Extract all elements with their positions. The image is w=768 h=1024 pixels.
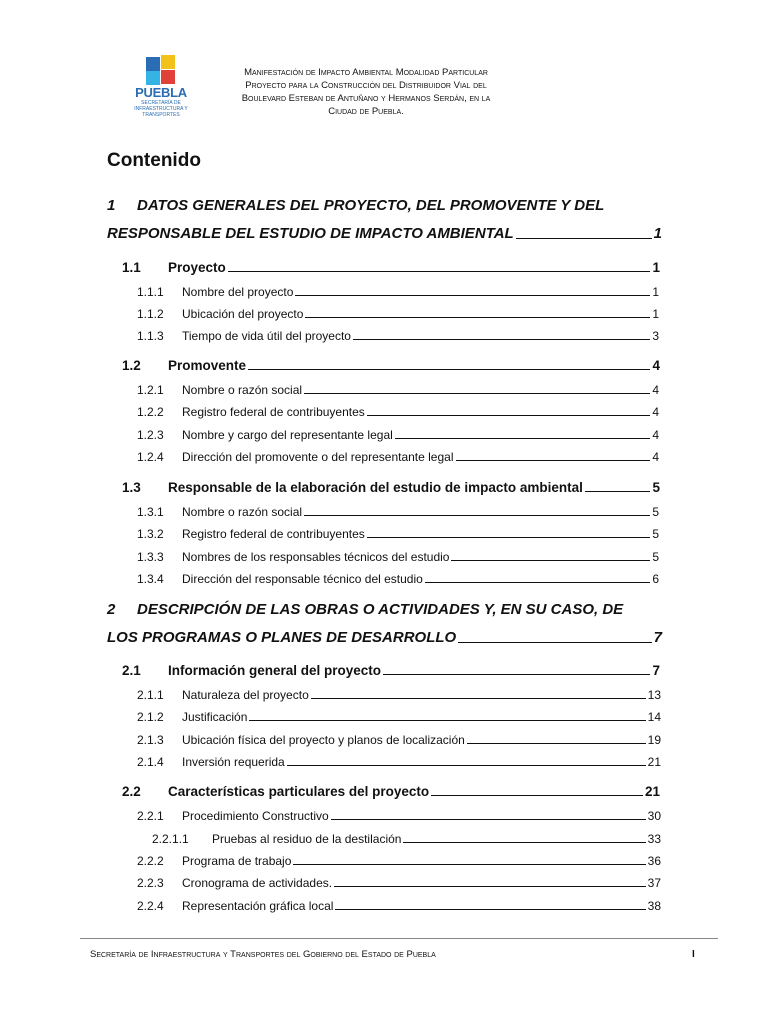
logo-subtitle: SECRETARÍA DE INFRAESTRUCTURA Y TRANSPORTES (134, 100, 188, 118)
toc-entry-2-2-1[interactable] (137, 809, 661, 823)
toc-label: Responsable de la elaboración del estudio de impacto ambiental (168, 480, 583, 495)
toc-label: Procedimiento Constructivo (182, 809, 329, 823)
toc-label: Justificación (182, 710, 248, 724)
toc-number: 2.1.1 (137, 688, 164, 702)
toc-page: 1 (653, 225, 662, 242)
toc-page: 3 (652, 329, 659, 343)
toc-number: 1.2.1 (137, 383, 164, 397)
toc-entry-1-2-3[interactable] (137, 428, 659, 442)
toc-page: 7 (653, 629, 662, 646)
toc-entry-2-1-4[interactable] (137, 755, 661, 769)
toc-leader (249, 720, 645, 721)
toc-section-1-line2[interactable] (107, 225, 662, 242)
toc-label: Información general del proyecto (168, 663, 382, 678)
toc-number: 2.2.4 (137, 899, 164, 913)
toc-number: 1.1.1 (137, 285, 164, 299)
toc-page: 13 (647, 688, 661, 702)
toc-number: 1.3.4 (137, 572, 164, 586)
toc-section-1-line1[interactable] (107, 197, 604, 214)
toc-page: 14 (647, 710, 661, 724)
toc-leader (335, 909, 645, 910)
toc-label: Registro federal de contribuyentes (182, 527, 365, 541)
toc-label: Nombres de los responsables técnicos del estudio (182, 550, 450, 564)
toc-label: DESCRIPCIÓN DE LAS OBRAS O ACTIVIDADES Y, EN SU CASO, DE (137, 601, 624, 618)
toc-number: 2.1.3 (137, 733, 164, 747)
toc-page: 36 (647, 854, 661, 868)
toc-page: 5 (652, 480, 660, 495)
toc-page: 1 (652, 307, 659, 321)
header-line: Ciudad de Puebla. (328, 106, 404, 117)
toc-entry-1-1-2[interactable] (137, 307, 659, 321)
toc-entry-1-1-3[interactable] (137, 329, 659, 343)
toc-number: 1.3.2 (137, 527, 164, 541)
toc-entry-2-2[interactable] (122, 784, 660, 799)
toc-label: Proyecto (168, 260, 226, 275)
toc-page: 4 (652, 383, 659, 397)
toc-number: 2.1.2 (137, 710, 164, 724)
toc-page: 5 (652, 505, 659, 519)
toc-label: Inversión requerida (182, 755, 285, 769)
toc-page: 4 (652, 450, 659, 464)
toc-page: 6 (652, 572, 659, 586)
toc-label: DATOS GENERALES DEL PROYECTO, DEL PROMOVENTE Y DEL (137, 197, 605, 214)
toc-entry-1-2-1[interactable] (137, 383, 659, 397)
toc-page: 5 (652, 550, 659, 564)
toc-page: 37 (647, 876, 661, 890)
toc-label: Representación gráfica local (182, 899, 334, 913)
toc-number: 1.1 (122, 260, 141, 275)
footer-page-number: I (692, 949, 695, 960)
toc-leader (311, 698, 646, 699)
logo-word: PUEBLA (135, 85, 187, 100)
toc-leader (425, 582, 651, 583)
toc-page: 21 (647, 755, 661, 769)
toc-entry-1-3-1[interactable] (137, 505, 659, 519)
toc-label: Pruebas al residuo de la destilación (212, 832, 402, 846)
toc-entry-2-1-3[interactable] (137, 733, 661, 747)
toc-label: Promovente (168, 358, 247, 373)
toc-leader (305, 317, 650, 318)
toc-label: RESPONSABLE DEL ESTUDIO DE IMPACTO AMBIENTAL (107, 225, 514, 242)
toc-leader (367, 537, 651, 538)
toc-label: Tiempo de vida útil del proyecto (182, 329, 351, 343)
toc-leader (431, 795, 643, 796)
toc-number: 2.1.4 (137, 755, 164, 769)
footer-divider (80, 938, 718, 939)
toc-leader (383, 674, 650, 675)
page-title: Contenido (107, 150, 201, 171)
toc-leader (516, 238, 652, 239)
toc-leader (248, 369, 650, 370)
toc-page: 33 (647, 832, 661, 846)
toc-label: Dirección del responsable técnico del estudio (182, 572, 423, 586)
header-line: Manifestación de Impacto Ambiental Modalidad Particular (244, 67, 488, 78)
toc-number: 1.1.3 (137, 329, 164, 343)
toc-page: 4 (652, 428, 659, 442)
toc-number: 2.2.2 (137, 854, 164, 868)
toc-label: Naturaleza del proyecto (182, 688, 309, 702)
toc-leader (287, 765, 646, 766)
toc-leader (334, 886, 646, 887)
toc-page: 21 (644, 784, 660, 799)
toc-number: 2.2 (122, 784, 141, 799)
toc-number: 2.2.3 (137, 876, 164, 890)
toc-entry-1-2[interactable] (122, 358, 660, 373)
toc-label: Cronograma de actividades. (182, 876, 333, 890)
toc-section-2-line2[interactable] (107, 629, 662, 646)
toc-entry-1-3-2[interactable] (137, 527, 659, 541)
toc-label: Registro federal de contribuyentes (182, 405, 365, 419)
toc-leader (228, 271, 651, 272)
toc-number: 1.3 (122, 480, 141, 495)
toc-leader (403, 842, 645, 843)
toc-page: 7 (652, 663, 660, 678)
toc-entry-1-3[interactable] (122, 480, 660, 495)
toc-page: 4 (652, 405, 659, 419)
toc-entry-1-2-4[interactable] (137, 450, 659, 464)
toc-number: 1.3.1 (137, 505, 164, 519)
toc-number: 2.1 (122, 663, 141, 678)
toc-leader (293, 864, 645, 865)
toc-label: Nombre o razón social (182, 505, 303, 519)
toc-page: 1 (652, 285, 659, 299)
toc-leader (467, 743, 646, 744)
toc-leader (304, 393, 650, 394)
toc-page: 1 (652, 260, 660, 275)
toc-leader (395, 438, 651, 439)
toc-number: 2.2.1 (137, 809, 164, 823)
toc-number: 1.2.3 (137, 428, 164, 442)
toc-number: 2.2.1.1 (152, 832, 189, 846)
header-line: Boulevard Esteban de Antuñano y Hermanos Serdán, en la (241, 93, 491, 104)
toc-entry-2-1-1[interactable] (137, 688, 661, 702)
toc-entry-2-1[interactable] (122, 663, 660, 678)
toc-leader (367, 415, 651, 416)
toc-label: LOS PROGRAMAS O PLANES DE DESARROLLO (107, 629, 457, 646)
toc-number: 1.2.2 (137, 405, 164, 419)
toc-entry-1-1[interactable] (122, 260, 660, 275)
toc-number: 1.3.3 (137, 550, 164, 564)
toc-label: Programa de trabajo (182, 854, 292, 868)
toc-entry-2-2-4[interactable] (137, 899, 661, 913)
toc-leader (331, 819, 646, 820)
footer-text: Secretaría de Infraestructura y Transportes del Gobierno del Estado de Puebla (90, 949, 436, 960)
toc-label: Ubicación física del proyecto y planos de localización (182, 733, 465, 747)
toc-leader (304, 515, 650, 516)
toc-leader (585, 491, 651, 492)
toc-leader (353, 339, 650, 340)
toc-number: 2 (107, 601, 116, 618)
toc-entry-2-2-1-1[interactable] (152, 832, 661, 846)
toc-entry-2-2-2[interactable] (137, 854, 661, 868)
toc-number: 1.2.4 (137, 450, 164, 464)
toc-entry-2-1-2[interactable] (137, 710, 661, 724)
toc-entry-1-3-4[interactable] (137, 572, 659, 586)
toc-leader (458, 642, 651, 643)
toc-number: 1 (107, 197, 116, 214)
toc-page: 4 (652, 358, 660, 373)
toc-page: 38 (647, 899, 661, 913)
toc-label: Nombre o razón social (182, 383, 303, 397)
toc-leader (456, 460, 651, 461)
toc-label: Características particulares del proyecto (168, 784, 430, 799)
header-line: Proyecto para la Construcción del Distribuidor Vial del (245, 80, 487, 91)
toc-number: 1.1.2 (137, 307, 164, 321)
toc-label: Nombre y cargo del representante legal (182, 428, 393, 442)
toc-number: 1.2 (122, 358, 141, 373)
toc-leader (295, 295, 650, 296)
toc-leader (451, 560, 650, 561)
toc-label: Nombre del proyecto (182, 285, 294, 299)
toc-entry-1-1-1[interactable] (137, 285, 659, 299)
toc-page: 30 (647, 809, 661, 823)
toc-label: Ubicación del proyecto (182, 307, 304, 321)
toc-section-2-line1[interactable] (107, 601, 623, 618)
toc-entry-1-3-3[interactable] (137, 550, 659, 564)
toc-entry-2-2-3[interactable] (137, 876, 661, 890)
toc-label: Dirección del promovente o del representante legal (182, 450, 454, 464)
toc-entry-1-2-2[interactable] (137, 405, 659, 419)
toc-page: 5 (652, 527, 659, 541)
toc-page: 19 (647, 733, 661, 747)
